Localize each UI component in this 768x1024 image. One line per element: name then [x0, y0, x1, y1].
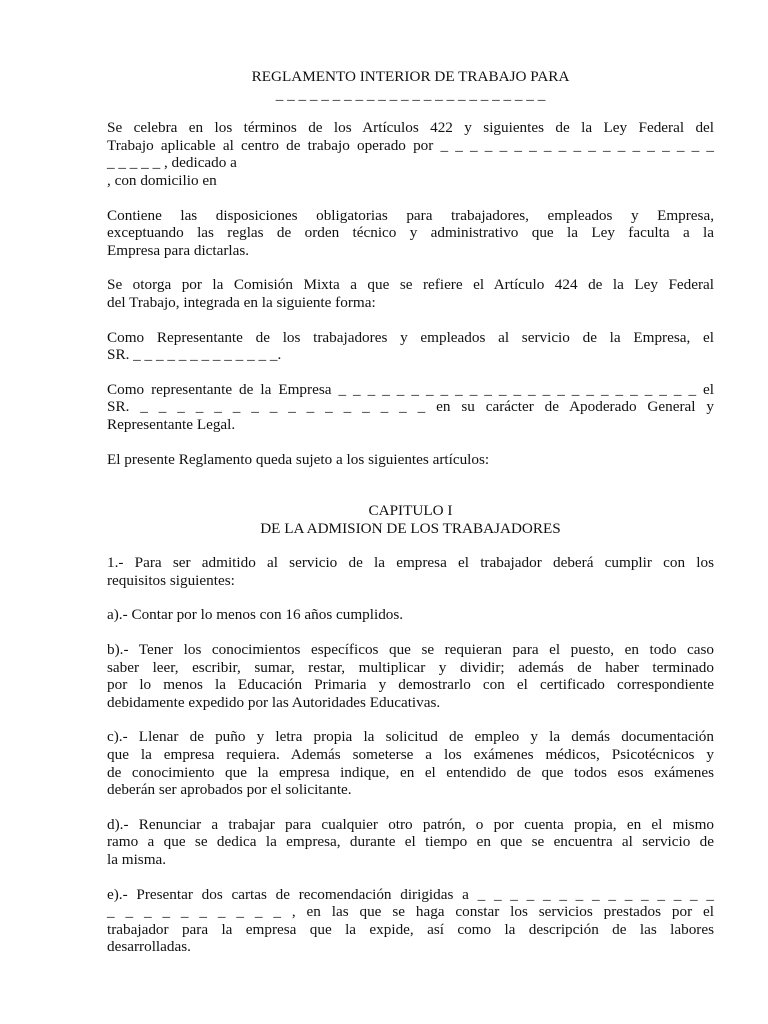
text-line: Representante Legal. — [107, 415, 236, 433]
text-line: requisitos siguientes: — [107, 571, 235, 589]
text-line: c).- Llenar de puño y letra propia la solicitud de empleo y la demás documentación — [107, 728, 714, 746]
sujeto-paragraph — [107, 451, 714, 469]
chapter-title: DE LA ADMISION DE LOS TRABAJADORES — [260, 519, 561, 537]
text-line: , con domicilio en — [107, 171, 217, 189]
text-line: _ _ _ _ _ , dedicado a — [107, 154, 237, 172]
intro-paragraph — [107, 119, 714, 189]
text-line: que la empresa requiera. Además someterse a los exámenes médicos, Psicotécnicos y — [107, 746, 714, 764]
rep-trabajadores-paragraph — [107, 329, 714, 364]
item-b-paragraph — [107, 641, 714, 711]
text-line: Empresa para dictarlas. — [107, 241, 250, 259]
item-e-paragraph — [107, 886, 714, 956]
item-a-paragraph — [107, 606, 714, 624]
title-line: REGLAMENTO INTERIOR DE TRABAJO PARA — [251, 68, 570, 85]
text-line: Se otorga por la Comisión Mixta a que se refiere el Artículo 424 de la Ley Federal — [107, 276, 714, 294]
title-blank-line: _ _ _ _ _ _ _ _ _ _ _ _ _ _ _ _ _ _ _ _ _ _ _ _ — [275, 85, 546, 103]
text-line: deberán ser aprobados por el solicitante. — [107, 781, 352, 799]
text-line: b).- Tener los conocimientos específicos que se requieran para el puesto, en todo caso — [107, 641, 714, 659]
document-page — [107, 68, 714, 973]
otorga-paragraph — [107, 276, 714, 311]
document-title — [107, 68, 714, 103]
text-line: debidamente expedido por las Autoridades Educativas. — [107, 693, 441, 711]
text-line: d).- Renunciar a trabajar para cualquier otro patrón, o por cuenta propia, en el mismo — [107, 815, 714, 833]
article-1-paragraph — [107, 554, 714, 589]
text-line: a).- Contar por lo menos con 16 años cumplidos. — [107, 606, 404, 624]
chapter-number: CAPITULO I — [368, 502, 453, 520]
text-line: El presente Reglamento queda sujeto a los siguientes artículos: — [107, 450, 490, 468]
text-line: la misma. — [107, 851, 167, 868]
rep-empresa-paragraph — [107, 381, 714, 434]
text-line: trabajador para la empresa que la expide, así como la descripción de las labores — [107, 920, 714, 938]
text-line: e).- Presentar dos cartas de recomendación dirigidas a _ _ _ _ _ _ _ _ _ _ _ _ _ _ _ — [107, 885, 714, 903]
text-line: Como Representante de los trabajadores y empleados al servicio de la Empresa, el — [107, 328, 714, 346]
text-line: _ _ _ _ _ _ _ _ _ _ , en las que se haga constar los servicios prestados por el — [107, 903, 714, 921]
text-line: Como representante de la Empresa _ _ _ _ _ _ _ _ _ _ _ _ _ _ _ _ _ _ _ _ _ _ _ _ _ el — [107, 380, 714, 398]
text-line: del Trabajo, integrada en la siguiente forma: — [107, 293, 376, 311]
text-line: de conocimiento que la empresa indique, en el entendido de que todos esos exámenes — [107, 763, 714, 781]
text-line: ramo a que se dedica la empresa, durante el tiempo en que se encuentra al servicio de — [107, 833, 714, 851]
contiene-paragraph — [107, 207, 714, 260]
text-line: por lo menos la Educación Primaria y demostrarlo con el certificado correspondiente — [107, 676, 714, 694]
text-line: Trabajo aplicable al centro de trabajo operado por _ _ _ _ _ _ _ _ _ _ _ _ _ _ _ _ _ _ _ — [107, 136, 714, 154]
chapter-heading — [107, 502, 714, 537]
item-d-paragraph — [107, 816, 714, 869]
text-line: exceptuando las reglas de orden técnico y administrativo que la Ley faculta a la — [107, 224, 714, 242]
item-c-paragraph — [107, 728, 714, 798]
text-line: Contiene las disposiciones obligatorias para trabajadores, empleados y Empresa, — [107, 206, 714, 224]
text-line: SR. _ _ _ _ _ _ _ _ _ _ _ _ _ _ _ _ en su carácter de Apoderado General y — [107, 398, 714, 416]
text-line: Se celebra en los términos de los Artículos 422 y siguientes de la Ley Federal del — [107, 119, 714, 137]
text-line: 1.- Para ser admitido al servicio de la empresa el trabajador deberá cumplir con los — [107, 554, 714, 572]
text-line: saber leer, escribir, sumar, restar, multiplicar y dividir; además de haber terminado — [107, 658, 714, 676]
text-line: SR. _ _ _ _ _ _ _ _ _ _ _ _ _. — [107, 346, 282, 364]
text-line: desarrolladas. — [107, 938, 191, 956]
